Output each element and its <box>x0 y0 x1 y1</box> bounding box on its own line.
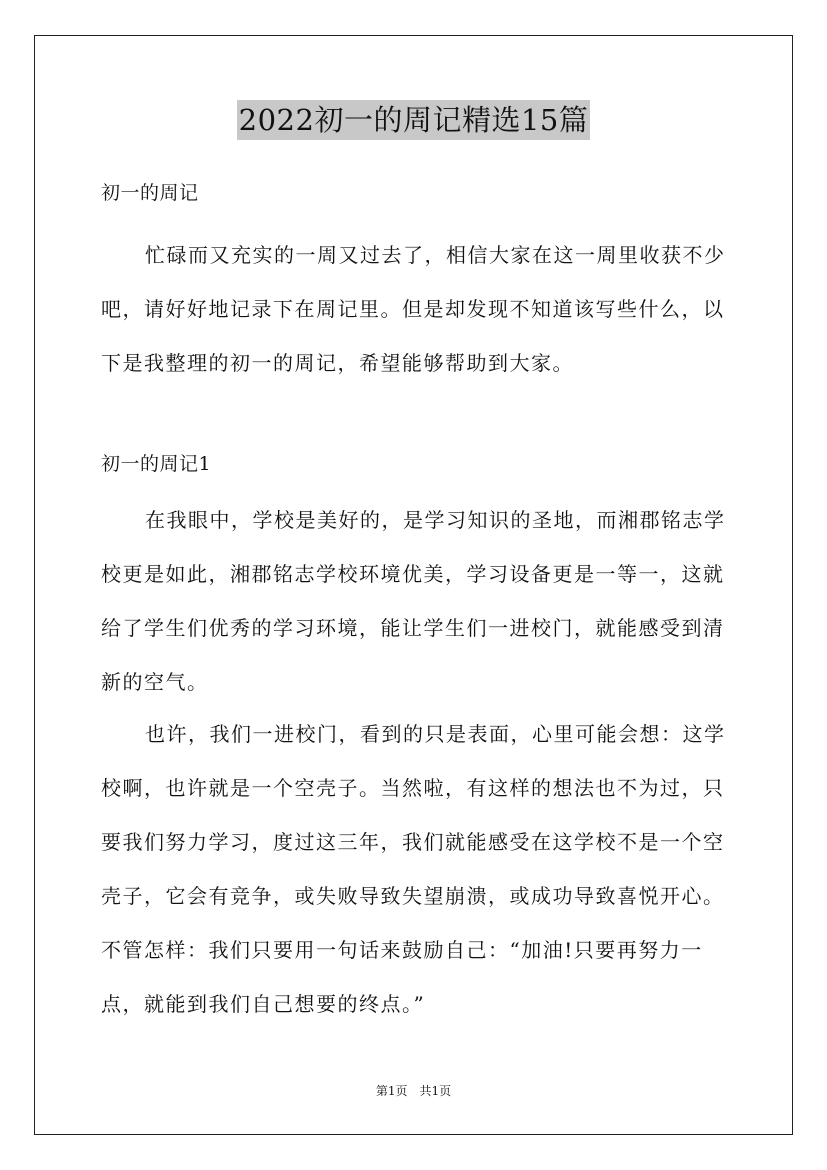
section-heading: 初一的周记1 <box>101 453 212 475</box>
page-footer <box>0 1083 827 1099</box>
page-total: 共1页 <box>419 1084 452 1098</box>
intro-heading: 初一的周记 <box>101 182 199 204</box>
paragraph: 在我眼中，学校是美好的，是学习知识的圣地，而湘郡铭志学校更是如此，湘郡铭志学校环境优美，学习设备更是一等一，这就给了学生们优秀的学习环境，能让学生们一进校门，就能感受到清新的空气。 <box>101 508 726 694</box>
page-number: 第1页 <box>375 1084 408 1098</box>
paragraph: 也许，我们一进校门，看到的只是表面，心里可能会想：这学校啊，也许就是一个空壳子。当然啦，有这样的想法也不为过，只要我们努力学习，度过这三年，我们就能感受在这学校不是一个空壳子，它会有竞争，或失败导致失望崩溃，或成功导致喜悦开心。不管怎样：我们只要用一句话来鼓励自己：“加油!只要再努力一点，就能到我们自己想要的终点。” <box>101 722 726 1016</box>
intro-paragraph: 忙碌而又充实的一周又过去了，相信大家在这一周里收获不少吧，请好好地记录下在周记里。但是却发现不知道该写些什么，以下是我整理的初一的周记，希望能够帮助到大家。 <box>101 243 726 375</box>
title-container <box>0 100 827 140</box>
document-title: 2022初一的周记精选15篇 <box>237 100 591 140</box>
